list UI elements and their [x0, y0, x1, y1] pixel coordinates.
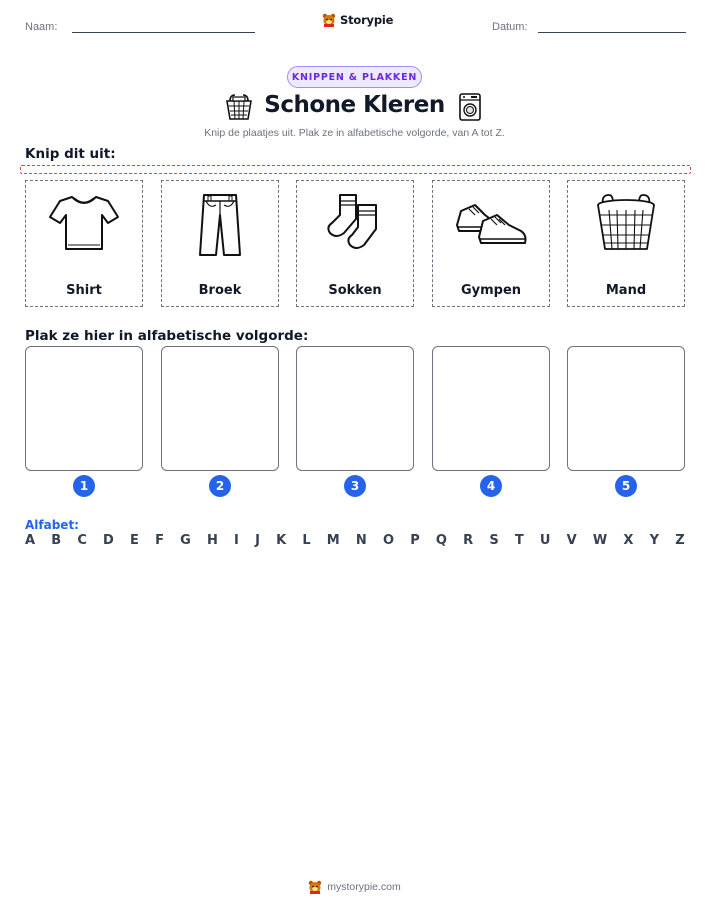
alphabet-letter: A: [25, 533, 36, 548]
name-label: Naam:: [25, 21, 58, 33]
storypie-bear-icon: [322, 13, 336, 27]
cut-card-sokken[interactable]: [296, 180, 414, 307]
slot-number-5: 5: [615, 475, 637, 497]
storypie-bear-icon: [308, 880, 322, 894]
alphabet-letter: E: [130, 533, 139, 548]
date-line[interactable]: [538, 32, 686, 33]
slot-number-1: 1: [73, 475, 95, 497]
slot-number-4: 4: [480, 475, 502, 497]
alphabet-letter: P: [410, 533, 420, 548]
brand-logo: [322, 13, 393, 27]
washing-machine-icon: [457, 92, 483, 122]
alphabet-letter: I: [234, 533, 239, 548]
socks-icon: [322, 191, 388, 253]
paste-slot-4[interactable]: [432, 346, 550, 471]
paste-section-title: Plak ze hier in alfabetische volgorde:: [25, 328, 309, 344]
alphabet-letter: H: [206, 533, 218, 548]
paste-slot-3[interactable]: [296, 346, 414, 471]
alphabet-row: [25, 533, 685, 548]
alphabet-letter: Y: [649, 533, 660, 548]
cut-section-title: Knip dit uit:: [25, 146, 116, 162]
instructions: Knip de plaatjes uit. Plak ze in alfabetische volgorde, van A tot Z.: [204, 127, 505, 139]
alphabet-letter: X: [623, 533, 634, 548]
page-title: Schone Kleren: [264, 92, 445, 118]
slot-number-3: 3: [344, 475, 366, 497]
pants-icon: [190, 191, 250, 259]
card-label: Mand: [605, 283, 647, 298]
paste-slot-2[interactable]: [161, 346, 279, 471]
card-label: Broek: [198, 283, 242, 298]
cut-card-gympen[interactable]: [432, 180, 550, 307]
cut-card-broek[interactable]: [161, 180, 279, 307]
card-label: Gympen: [460, 283, 522, 298]
footer: [0, 880, 709, 894]
brand-name: Storypie: [340, 13, 394, 27]
alphabet-letter: R: [463, 533, 474, 548]
alphabet-letter: Z: [675, 533, 685, 548]
footer-url[interactable]: mystorypie.com: [327, 881, 401, 893]
alphabet-letter: S: [489, 533, 499, 548]
alphabet-letter: B: [51, 533, 62, 548]
alphabet-letter: J: [255, 533, 260, 548]
cut-line: [20, 165, 691, 174]
sneakers-icon: [453, 191, 529, 251]
alphabet-title: Alfabet:: [25, 518, 79, 532]
alphabet-letter: W: [592, 533, 608, 548]
alphabet-letter: D: [103, 533, 114, 548]
alphabet-letter: O: [382, 533, 395, 548]
alphabet-letter: Q: [435, 533, 447, 548]
alphabet-letter: M: [326, 533, 340, 548]
alphabet-letter: N: [355, 533, 367, 548]
alphabet-letter: K: [276, 533, 287, 548]
alphabet-letter: C: [77, 533, 87, 548]
date-label: Datum:: [492, 21, 528, 33]
paste-slot-5[interactable]: [567, 346, 685, 471]
card-label: Sokken: [328, 283, 382, 298]
shirt-icon: [46, 191, 122, 255]
alphabet-letter: U: [539, 533, 551, 548]
card-label: Shirt: [66, 283, 102, 298]
cut-card-mand[interactable]: [567, 180, 685, 307]
cut-card-shirt[interactable]: [25, 180, 143, 307]
basket-icon: [593, 191, 659, 255]
alphabet-letter: V: [566, 533, 577, 548]
alphabet-letter: L: [302, 533, 311, 548]
paste-slot-1[interactable]: [25, 346, 143, 471]
name-line[interactable]: [72, 32, 255, 33]
activity-badge: KNIPPEN & PLAKKEN: [287, 66, 422, 88]
alphabet-letter: T: [514, 533, 524, 548]
alphabet-letter: G: [180, 533, 191, 548]
slot-number-2: 2: [209, 475, 231, 497]
alphabet-letter: F: [155, 533, 164, 548]
